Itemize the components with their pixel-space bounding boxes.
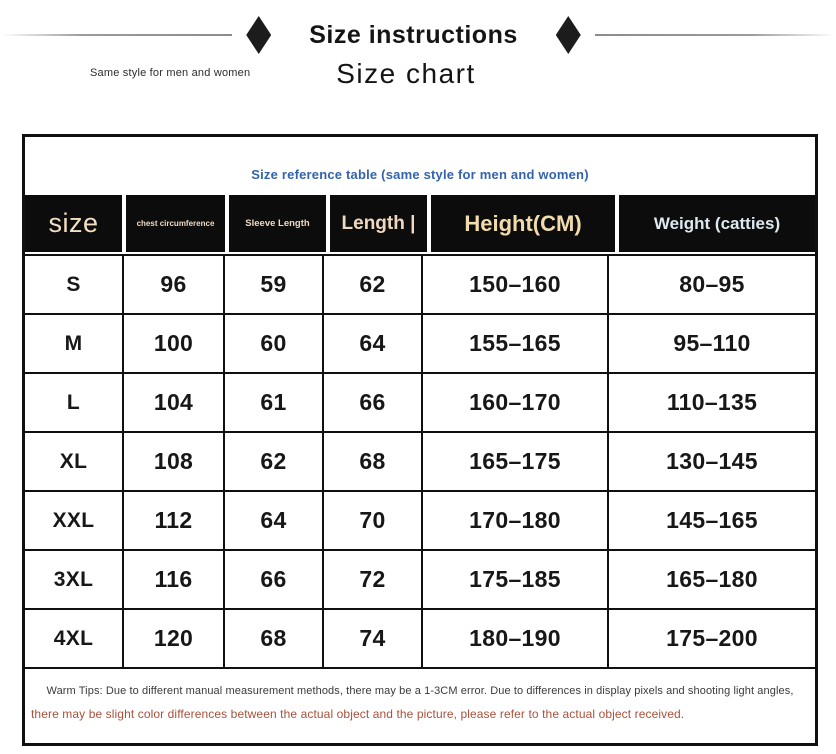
unisex-note: Same style for men and women xyxy=(90,67,251,79)
diamond-icon xyxy=(556,16,581,54)
column-header-weight: Weight (catties) xyxy=(619,195,815,252)
cell-chest: 112 xyxy=(124,492,223,549)
banner-title: Size instructions xyxy=(309,20,518,49)
warm-tips xyxy=(25,667,815,743)
cell-length: 70 xyxy=(324,492,421,549)
divider-line-right xyxy=(595,34,835,36)
cell-height: 150–160 xyxy=(423,256,607,313)
table-caption-row xyxy=(25,137,815,193)
cell-length: 74 xyxy=(324,610,421,667)
cell-height: 170–180 xyxy=(423,492,607,549)
column-header-size: size xyxy=(25,195,122,252)
cell-weight: 110–135 xyxy=(609,374,815,431)
cell-size: S xyxy=(25,256,122,313)
cell-chest: 116 xyxy=(124,551,223,608)
cell-chest: 108 xyxy=(124,433,223,490)
cell-chest: 104 xyxy=(124,374,223,431)
column-header-chest: chest circumference xyxy=(126,195,225,252)
warm-tips-line1: Warm Tips: Due to different manual measurement methods, there may be a 1-3CM error. Due to differences in display pixels and shooting light angles, xyxy=(46,685,794,697)
diamond-icon xyxy=(246,16,271,54)
cell-weight: 130–145 xyxy=(609,433,815,490)
table-body xyxy=(25,254,815,667)
cell-weight: 165–180 xyxy=(609,551,815,608)
warm-tips-line2: there may be slight color differences between the actual object and the picture, please refer to the actual object received. xyxy=(31,707,685,721)
cell-length: 68 xyxy=(324,433,421,490)
table-caption: Size reference table (same style for men and women) xyxy=(251,167,589,182)
cell-weight: 175–200 xyxy=(609,610,815,667)
cell-height: 175–185 xyxy=(423,551,607,608)
cell-size: M xyxy=(25,315,122,372)
cell-length: 62 xyxy=(324,256,421,313)
cell-sleeve: 62 xyxy=(225,433,322,490)
divider-line-left xyxy=(1,34,232,36)
cell-sleeve: 66 xyxy=(225,551,322,608)
cell-sleeve: 60 xyxy=(225,315,322,372)
column-header-height: Height(CM) xyxy=(431,195,615,252)
cell-size: 4XL xyxy=(25,610,122,667)
column-header-length: Length | xyxy=(330,195,427,252)
cell-weight: 145–165 xyxy=(609,492,815,549)
size-table xyxy=(22,134,818,746)
cell-sleeve: 64 xyxy=(225,492,322,549)
cell-length: 64 xyxy=(324,315,421,372)
cell-height: 165–175 xyxy=(423,433,607,490)
cell-sleeve: 68 xyxy=(225,610,322,667)
cell-chest: 120 xyxy=(124,610,223,667)
page-title: Size chart xyxy=(336,58,476,89)
cell-length: 72 xyxy=(324,551,421,608)
cell-sleeve: 59 xyxy=(225,256,322,313)
cell-sleeve: 61 xyxy=(225,374,322,431)
banner xyxy=(0,14,836,56)
table-header-row xyxy=(25,193,815,254)
cell-height: 180–190 xyxy=(423,610,607,667)
cell-length: 66 xyxy=(324,374,421,431)
cell-size: 3XL xyxy=(25,551,122,608)
cell-size: XL xyxy=(25,433,122,490)
column-header-sleeve: Sleeve Length xyxy=(229,195,326,252)
cell-weight: 95–110 xyxy=(609,315,815,372)
cell-chest: 100 xyxy=(124,315,223,372)
cell-chest: 96 xyxy=(124,256,223,313)
cell-size: L xyxy=(25,374,122,431)
cell-weight: 80–95 xyxy=(609,256,815,313)
cell-height: 155–165 xyxy=(423,315,607,372)
cell-height: 160–170 xyxy=(423,374,607,431)
cell-size: XXL xyxy=(25,492,122,549)
